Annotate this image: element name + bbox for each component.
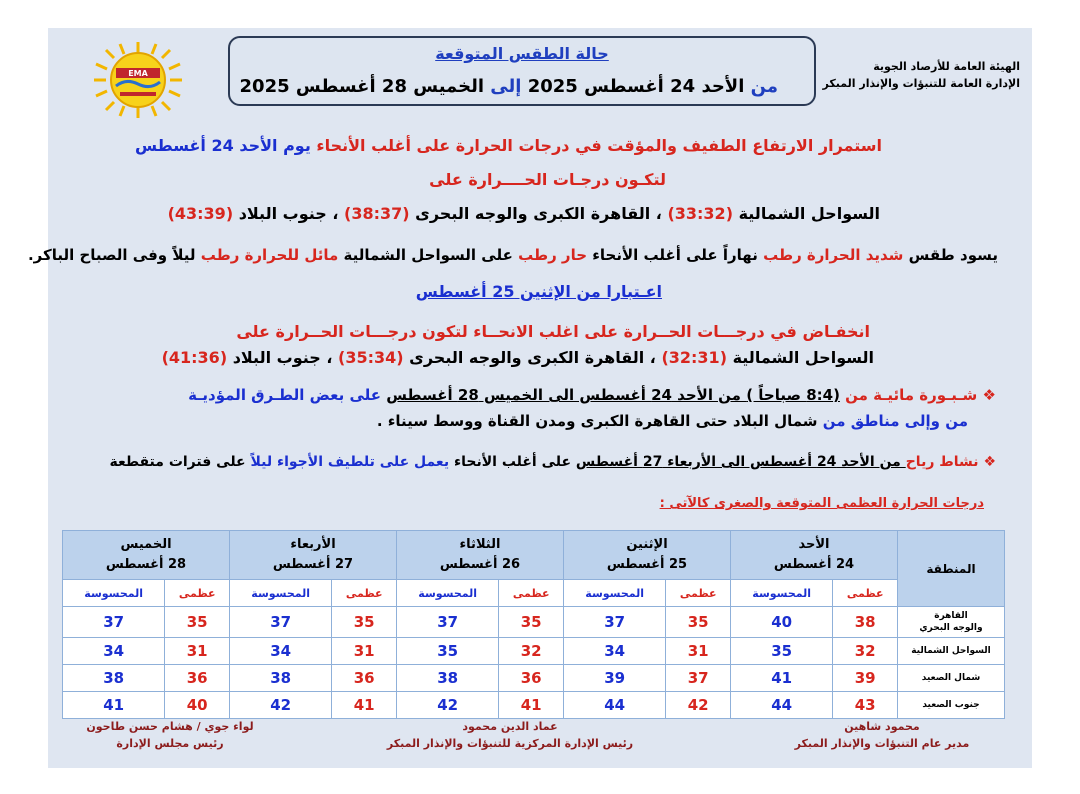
max-label: عظمى	[332, 580, 397, 607]
feel-temp: 39	[564, 665, 666, 692]
from-label: من	[750, 76, 778, 97]
feel-temp: 34	[230, 638, 332, 665]
day-header	[564, 531, 731, 580]
block1-line3	[168, 204, 880, 223]
ema-logo	[86, 40, 190, 120]
max-label: عظمى	[499, 580, 564, 607]
table-row	[63, 607, 1005, 638]
feel-temp: 38	[397, 665, 499, 692]
block4-line1: انخفـاض في درجـــات الحــرارة على اغلب الانحــاء لتكون درجـــات الحــرارة على	[236, 322, 870, 341]
feel-label: المحسوسة	[731, 580, 833, 607]
south-label: ، جنوب البلاد	[227, 348, 339, 367]
coast-range: (32:31)	[661, 348, 727, 367]
desc-part: يسود طقس	[903, 246, 998, 264]
desc-part: على السواحل الشمالية	[338, 246, 519, 264]
day-date: 25 أغسطس	[606, 557, 688, 572]
max-temp: 31	[332, 638, 397, 665]
max-temp: 36	[499, 665, 564, 692]
desc-part: مائل للحرارة رطب	[200, 246, 339, 264]
signer-title: رئيس الإدارة المركزية للتنبؤات والإنذار المبكر	[386, 737, 634, 750]
signature-right	[772, 718, 992, 752]
day-date: 26 أغسطس	[439, 557, 521, 572]
max-temp: 32	[499, 638, 564, 665]
signer-name: محمود شاهين	[844, 720, 920, 733]
signer-title: رئيس مجلس الإدارة	[116, 737, 224, 750]
signer-name: لواء جوي / هشام حسن طاحون	[86, 720, 254, 733]
day-header	[731, 531, 898, 580]
from-date: الأحد 24 أغسطس 2025	[521, 76, 751, 97]
max-temp: 37	[666, 665, 731, 692]
day-name: الأربعاء	[290, 537, 336, 552]
feel-temp: 37	[63, 607, 165, 638]
feel-label: المحسوسة	[230, 580, 332, 607]
feel-temp: 38	[63, 665, 165, 692]
feel-temp: 41	[731, 665, 833, 692]
fog-areas: شمال البلاد حتى القاهرة الكبرى ومدن القناة ووسط سيناء .	[376, 412, 823, 430]
feel-temp: 34	[63, 638, 165, 665]
diamond-bullet-icon: ❖	[982, 386, 996, 404]
block1-line1	[135, 136, 882, 155]
fog-hours: (8:4 صباحاً )	[746, 386, 840, 404]
max-temp: 31	[165, 638, 230, 665]
region-line: القاهرة	[934, 611, 968, 621]
feel-temp: 37	[564, 607, 666, 638]
feel-temp: 38	[230, 665, 332, 692]
feel-temp: 44	[731, 692, 833, 719]
feel-temp: 37	[397, 607, 499, 638]
agency-name: الهيئة العامة للأرصاد الجوية	[873, 60, 1020, 73]
to-label: إلى	[490, 76, 522, 97]
wind-effect: يعمل على تلطيف الأجواء ليلاً	[250, 454, 450, 470]
table-row	[63, 665, 1005, 692]
date-range	[240, 76, 778, 97]
to-date: الخميس 28 أغسطس 2025	[239, 76, 491, 97]
desc-part: ليلاً وفى الصباح الباكر.	[27, 246, 201, 264]
page-title: حالة الطقس المتوقعة	[435, 44, 609, 63]
region-name: جنوب الصعيد	[898, 692, 1005, 719]
region-header: المنطقة	[898, 531, 1005, 607]
day-date: 24 أغسطس	[773, 557, 855, 572]
feel-temp: 34	[564, 638, 666, 665]
agency-department: الإدارة العامة للتنبؤات والإنذار المبكر	[822, 77, 1020, 90]
fog-label: شـبـورة مائيـة من	[839, 386, 978, 404]
south-range: (43:39)	[167, 204, 234, 223]
sun-logo-icon	[86, 40, 190, 120]
coast-label: السواحل الشمالية	[733, 204, 880, 223]
max-label: عظمى	[833, 580, 898, 607]
table-row	[63, 692, 1005, 719]
temp-rise-text: استمرار الارتفاع الطفيف والمؤقت في درجات الحرارة على أغلب الأنحاء	[316, 136, 882, 155]
south-label: ، جنوب البلاد	[233, 204, 345, 223]
day-date: 28 أغسطس	[105, 557, 187, 572]
signer-title: مدير عام التنبؤات والإنذار المبكر	[794, 737, 970, 750]
max-temp: 35	[165, 607, 230, 638]
max-temp: 35	[499, 607, 564, 638]
day-name: الأحد	[798, 537, 830, 552]
block1-line2: لتكـون درجـات الحــــرارة على	[429, 170, 666, 189]
cairo-label: ، القاهرة الكبرى والوجه البحرى	[409, 204, 668, 223]
wind-bullet	[109, 454, 996, 470]
svg-text:EMA: EMA	[128, 69, 148, 78]
region-line: والوجه البحري	[919, 623, 983, 633]
temp-rise-date: يوم الأحد 24 أغسطس	[135, 136, 317, 155]
max-temp: 40	[165, 692, 230, 719]
coast-label: السواحل الشمالية	[727, 348, 874, 367]
max-temp: 39	[833, 665, 898, 692]
max-temp: 35	[666, 607, 731, 638]
region-name: شمال الصعيد	[898, 665, 1005, 692]
max-temp: 35	[332, 607, 397, 638]
fog-areas-label: من وإلى مناطق من	[822, 412, 968, 430]
day-header	[63, 531, 230, 580]
fog-dates: من الأحد 24 أغسطس الى الخميس 28 أغسطس	[386, 386, 747, 404]
south-range: (41:36)	[161, 348, 228, 367]
max-label: عظمى	[165, 580, 230, 607]
max-temp: 42	[666, 692, 731, 719]
fog-bullet	[188, 386, 996, 404]
feel-temp: 44	[564, 692, 666, 719]
day-name: الإثنين	[626, 537, 668, 552]
signature-center	[380, 718, 640, 752]
max-temp: 36	[165, 665, 230, 692]
max-temp: 36	[332, 665, 397, 692]
wind-areas: على أغلب الأنحاء	[449, 454, 576, 470]
max-temp: 41	[499, 692, 564, 719]
max-label: عظمى	[666, 580, 731, 607]
feel-temp: 35	[397, 638, 499, 665]
desc-part: نهاراً على أغلب الأنحاء	[587, 246, 764, 264]
diamond-bullet-icon: ❖	[983, 454, 996, 470]
block4-line2	[162, 348, 874, 367]
wind-dates: من الأحد 24 أغسطس الى الأربعاء 27 أغسطس	[575, 454, 906, 470]
max-temp: 41	[332, 692, 397, 719]
cairo-range: (35:34)	[338, 348, 404, 367]
feel-temp: 42	[230, 692, 332, 719]
max-temp: 38	[833, 607, 898, 638]
wind-label: نشاط رياح	[905, 454, 979, 470]
day-name: الخميس	[120, 537, 172, 552]
desc-part: شديد الحرارة رطب	[763, 246, 904, 264]
feel-label: المحسوسة	[63, 580, 165, 607]
table-row	[63, 638, 1005, 665]
feel-temp: 37	[230, 607, 332, 638]
feel-label: المحسوسة	[397, 580, 499, 607]
feel-temp: 42	[397, 692, 499, 719]
fog-roads: على بعض الطـرق المؤديـة	[188, 386, 387, 404]
region-name: السواحل الشمالية	[898, 638, 1005, 665]
cairo-label: ، القاهرة الكبرى والوجه البحرى	[403, 348, 662, 367]
max-temp: 31	[666, 638, 731, 665]
fog-bullet-line2	[377, 412, 968, 430]
weather-description	[28, 246, 998, 264]
day-date: 27 أغسطس	[272, 557, 354, 572]
max-temp: 32	[833, 638, 898, 665]
signer-name: عماد الدين محمود	[462, 720, 558, 733]
desc-part: حار رطب	[518, 246, 588, 264]
day-header	[230, 531, 397, 580]
coast-range: (33:32)	[667, 204, 733, 223]
day-name: الثلاثاء	[459, 537, 501, 552]
signature-left	[80, 718, 260, 752]
region-name	[898, 607, 1005, 638]
table-caption: درجات الحرارة العظمى المتوقعة والصغرى كالآتى :	[659, 496, 984, 511]
max-temp: 43	[833, 692, 898, 719]
feel-temp: 41	[63, 692, 165, 719]
day-header	[397, 531, 564, 580]
title-box	[228, 36, 816, 106]
feel-temp: 35	[731, 638, 833, 665]
temperature-table	[62, 530, 1005, 719]
wind-period: على فترات متقطعة	[109, 454, 251, 470]
cairo-range: (38:37)	[344, 204, 410, 223]
feel-label: المحسوسة	[564, 580, 666, 607]
from-monday-heading: اعـتبارا من الإثنين 25 أغسطس	[415, 282, 662, 301]
feel-temp: 40	[731, 607, 833, 638]
